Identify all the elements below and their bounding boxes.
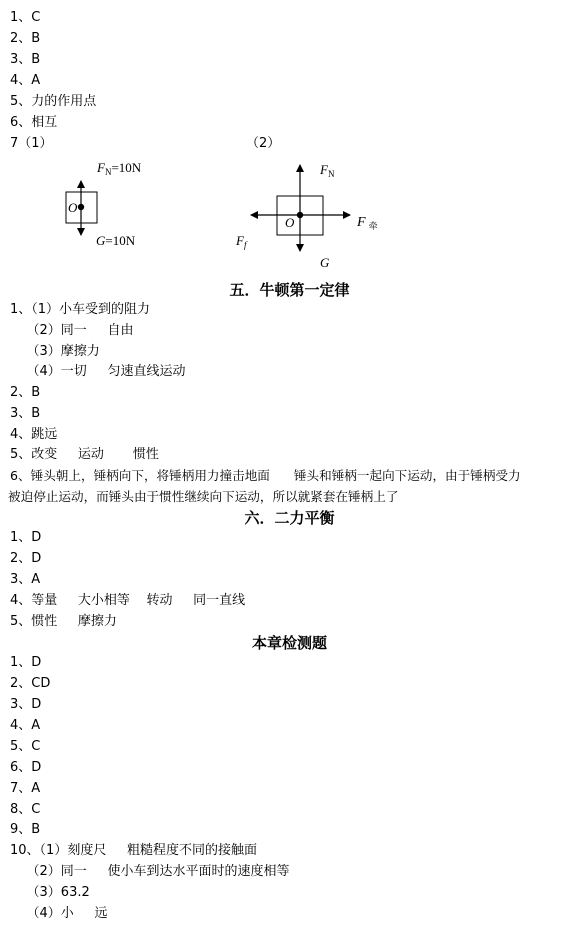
answer-line: 4、A [10,718,41,733]
answer-line: （3）摩擦力 [10,344,100,359]
answer-line: （4）一切 匀速直线运动 [10,364,186,379]
answer-line: 2、D [10,551,42,566]
answer-line: 被迫停止运动，而锤头由于惯性继续向下运动，所以就紧套在锤柄上了 [8,489,399,504]
fn-label: F [320,162,328,177]
friction-label: F [236,233,244,248]
answer-line: 1、（1）小车受到的阻力 [10,302,151,317]
section-title: 本章检测题 [251,634,327,652]
svg-text:FN [319,162,335,179]
force-diagrams [0,155,579,275]
center-point [297,212,303,218]
force-diagram-1 [66,160,142,248]
answer-line: 4、跳远 [10,427,58,442]
fn-label: F [97,160,105,175]
answer-line: （2）同一 使小车到达水平面时的速度相等 [10,864,290,879]
answer-line: （4）小 远 [10,906,108,921]
g-label: G [96,233,106,248]
answer-line: 2、B [10,31,41,46]
q7-label-2: （2） [246,136,281,151]
section-title: 五．牛顿第一定律 [229,281,350,299]
answer-line: 5、C [10,739,41,754]
fn-value: =10N [111,160,142,175]
fn-subscript: N [104,167,112,177]
answer-line: 1、D [10,655,42,670]
answer-line: 2、CD [10,676,51,691]
answer-line: 4、A [10,73,41,88]
answer-line: 1、D [10,530,42,545]
answer-line: 3、A [10,572,41,587]
answer-line: 6、锤头朝上，锤柄向下，将锤柄用力撞击地面 锤头和锤柄一起向下运动，由于锤柄受力 [10,468,521,483]
force-diagram-2 [235,162,378,270]
svg-text:G=10N [96,233,136,248]
answer-line: 6、相互 [10,115,58,130]
answer-line: 6、D [10,760,42,775]
answer-line: 5、力的作用点 [10,94,97,109]
section-title: 六．二力平衡 [244,509,335,527]
answer-line: 5、改变 运动 惯性 [10,447,159,462]
traction-label: F [357,215,366,230]
answer-line: （2）同一 自由 [10,323,134,338]
fn-subscript: N [327,169,335,179]
answer-line: 10、（1）刻度尺 粗糙程度不同的接触面 [10,843,257,858]
answer-line: 8、C [10,802,41,817]
svg-text:Ff [235,233,248,250]
answer-line: 3、D [10,697,42,712]
answer-line: 7、A [10,781,41,796]
answer-line: 5、惯性 摩擦力 [10,614,117,629]
answer-line: 2、B [10,385,41,400]
origin-label: O [285,215,295,230]
traction-subscript: 牵 [368,221,378,231]
g-label: G [320,255,330,270]
answer-line: 9、B [10,822,41,837]
center-point [78,204,84,210]
friction-subscript: f [243,240,247,250]
origin-label: O [68,200,78,215]
svg-text:FN=10N [96,160,142,177]
answer-line: 4、等量 大小相等 转动 同一直线 [10,593,246,608]
g-value: =10N [105,233,136,248]
q7-label-1: 7（1） [10,136,53,151]
answer-line: 1、C [10,10,41,25]
answer-line: （3）63.2 [10,885,90,900]
svg-text:F牵 [356,215,378,231]
answer-line: 3、B [10,406,41,421]
answer-line: 3、B [10,52,41,67]
